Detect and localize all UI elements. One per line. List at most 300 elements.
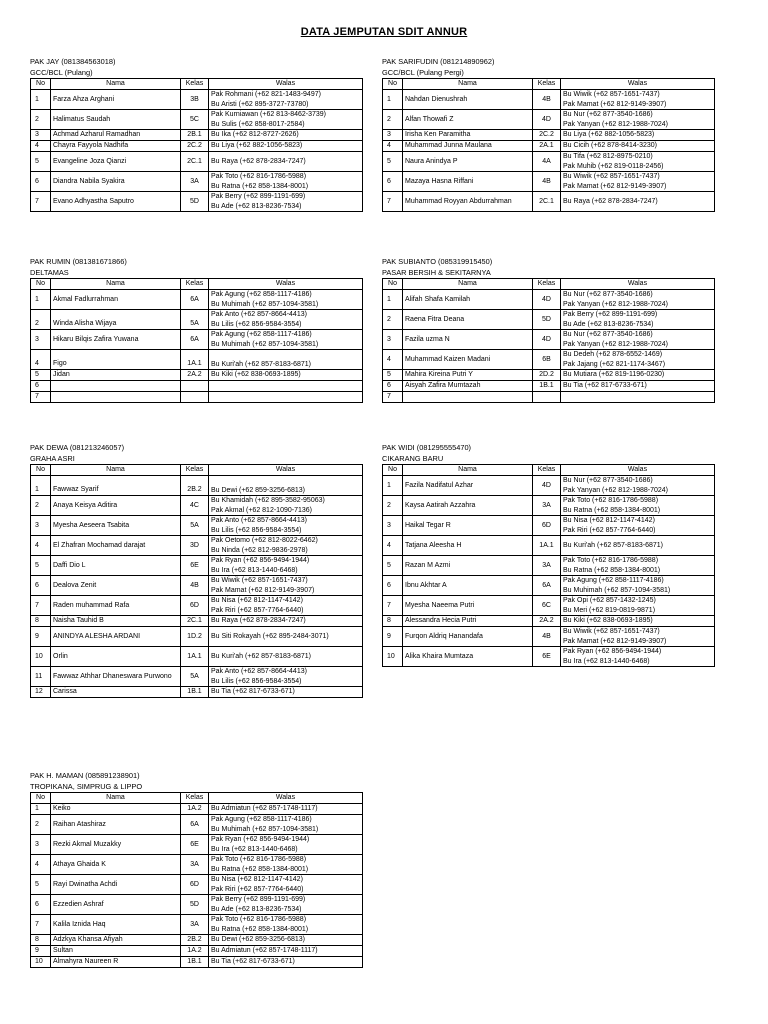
driver-name: PAK RUMIN (081381671866) [30, 257, 127, 266]
teacher-contact: Bu Dewi (+62 859-3256-6813) [211, 486, 305, 494]
teacher-contact: Pak Mamat (+62 812-9149-3907) [563, 100, 667, 108]
row-number: 10 [31, 647, 51, 667]
student-name: Rayi Dwinatha Achdi [51, 875, 181, 895]
table-header-row [383, 79, 715, 90]
student-name: Muhammad Royyan Abdurrahman [403, 192, 533, 212]
table-row [383, 627, 715, 647]
homeroom-teachers [561, 381, 715, 392]
teacher-contact: Pak Jajang (+62 821-1174-3467) [563, 360, 666, 368]
student-name: Evangeline Joza Qianzi [51, 152, 181, 172]
group-pak-subianto [382, 256, 714, 403]
teacher-contact: Pak Yanyan (+62 812-1988-7024) [563, 120, 669, 128]
student-name: Rezki Akmal Muzakky [51, 835, 181, 855]
student-class: 4B [533, 90, 561, 110]
student-name: Haikal Tegar R [403, 516, 533, 536]
teacher-contact: Bu Wiwik (+62 857-1651-7437) [563, 628, 660, 635]
table-row [383, 172, 715, 192]
student-name: Muhammad Kaizen Madani [403, 350, 533, 370]
row-number: 10 [31, 957, 51, 968]
student-class: 6A [181, 815, 209, 835]
header-nama: Nama [51, 79, 181, 90]
homeroom-teachers [209, 330, 363, 350]
student-class [181, 381, 209, 392]
student-class: 3A [181, 915, 209, 935]
homeroom-teachers [561, 192, 715, 212]
table-row [31, 152, 363, 172]
teacher-contact: Bu Wiwik (+62 857-1651-7437) [211, 577, 308, 584]
student-name: Raihan Atashiraz [51, 815, 181, 835]
teacher-contact: Bu Tifa (+62 812-8975-0210) [563, 153, 653, 160]
teacher-contact: Bu Raya (+62 878-2834-7247) [211, 157, 306, 165]
teacher-contact: Bu Muhimah (+62 857-1094-3581) [211, 340, 319, 348]
student-class: 2B.2 [181, 935, 209, 946]
teacher-contact: Pak Agung (+62 858-1117-4186) [211, 291, 312, 298]
pickup-table [382, 78, 715, 212]
teacher-contact: Pak Agung (+62 858-1117-4186) [563, 577, 664, 584]
row-number: 3 [31, 516, 51, 536]
homeroom-teachers [209, 935, 363, 946]
teacher-contact: Pak Riri (+62 857-7764-6440) [563, 526, 656, 534]
student-name: Dealova Zenit [51, 576, 181, 596]
teacher-contact: Bu Ratna (+62 858-1384-8001) [563, 566, 661, 574]
teacher-contact: Bu Nisa (+62 812-1147-4142) [211, 597, 303, 604]
table-row [383, 496, 715, 516]
header-kelas: Kelas [533, 279, 561, 290]
table-header-row [31, 465, 363, 476]
row-number: 4 [383, 350, 403, 370]
row-number: 7 [383, 596, 403, 616]
row-number: 10 [383, 647, 403, 667]
teacher-contact: Bu Ratna (+62 858-1384-8001) [211, 865, 309, 873]
header-walas: Walas [561, 79, 715, 90]
driver-name: PAK H. MAMAN (085891238901) [30, 771, 140, 780]
homeroom-teachers [209, 350, 363, 370]
teacher-contact: Bu Nur (+62 877-3540-1686) [563, 477, 653, 484]
table-row [31, 915, 363, 935]
row-number: 8 [31, 935, 51, 946]
row-number: 4 [31, 350, 51, 370]
header-no: No [31, 279, 51, 290]
student-class: 6C [533, 596, 561, 616]
homeroom-teachers [561, 90, 715, 110]
homeroom-teachers [561, 596, 715, 616]
homeroom-teachers [561, 627, 715, 647]
table-row [31, 290, 363, 310]
header-kelas: Kelas [181, 279, 209, 290]
student-class: 1A.2 [181, 804, 209, 815]
teacher-contact: Pak Berry (+62 899-1191-699) [211, 896, 306, 903]
row-number: 5 [31, 875, 51, 895]
student-class: 3A [533, 556, 561, 576]
student-name: Naura Anindya P [403, 152, 533, 172]
teacher-contact: Bu Muhimah (+62 857-1094-3581) [211, 300, 319, 308]
table-row [31, 310, 363, 330]
table-row [383, 392, 715, 403]
student-name: Nahdan Dienushrah [403, 90, 533, 110]
student-name: ANINDYA ALESHA ARDANI [51, 627, 181, 647]
teacher-contact: Bu Dewi (+62 859-3256-6813) [211, 936, 305, 944]
row-number: 7 [31, 596, 51, 616]
teacher-contact: Bu Aristi (+62 895-3727-73780) [211, 100, 309, 108]
student-class: 2C.1 [533, 192, 561, 212]
student-name: Evano Adhyastha Saputro [51, 192, 181, 212]
student-name: Keiko [51, 804, 181, 815]
table-row [383, 290, 715, 310]
homeroom-teachers [209, 110, 363, 130]
teacher-contact: Bu Raya (+62 878-2834-7247) [563, 197, 658, 205]
student-class: 5D [181, 192, 209, 212]
homeroom-teachers [209, 687, 363, 698]
table-row [31, 855, 363, 875]
group-pak-dewa [30, 442, 362, 698]
table-row [31, 370, 363, 381]
group-pak-h-maman [30, 770, 362, 968]
group-pak-sarifudin [382, 56, 714, 212]
teacher-contact: Bu Wiwik (+62 857-1651-7437) [563, 173, 660, 180]
teacher-contact: Bu Kuri'ah (+62 857-8183-6871) [211, 652, 311, 660]
student-class: 6D [533, 516, 561, 536]
student-class [533, 392, 561, 403]
table-header-row [31, 793, 363, 804]
table-row [383, 647, 715, 667]
student-name: Mazaya Hasna Riffani [403, 172, 533, 192]
homeroom-teachers [561, 647, 715, 667]
homeroom-teachers [561, 290, 715, 310]
homeroom-teachers [209, 290, 363, 310]
row-number: 5 [31, 556, 51, 576]
student-class: 1B.1 [181, 957, 209, 968]
student-class: 6A [181, 290, 209, 310]
teacher-contact: Bu Admiatun (+62 857-1748-1117) [211, 947, 318, 955]
header-nama: Nama [403, 465, 533, 476]
row-number: 1 [31, 90, 51, 110]
table-row [31, 647, 363, 667]
student-class: 6E [533, 647, 561, 667]
homeroom-teachers [561, 536, 715, 556]
teacher-contact: Pak Berry (+62 899-1191-699) [211, 193, 306, 200]
table-row [383, 90, 715, 110]
student-class: 5D [181, 895, 209, 915]
teacher-contact: Pak Mamat (+62 812-9149-3907) [211, 586, 315, 594]
student-class: 2C.2 [181, 141, 209, 152]
teacher-contact: Pak Ryan (+62 856-9494-1944) [563, 648, 662, 655]
homeroom-teachers [209, 915, 363, 935]
student-name: Orlin [51, 647, 181, 667]
student-name: Muhammad Junna Maulana [403, 141, 533, 152]
table-row [383, 576, 715, 596]
teacher-contact: Bu Ade (+62 813-8236-7534) [563, 320, 654, 328]
student-class: 3B [181, 90, 209, 110]
teacher-contact: Pak Toto (+62 816-1786-5988) [211, 173, 307, 180]
teacher-contact: Bu Ira (+62 813-1440-6468) [563, 657, 650, 665]
table-row [31, 130, 363, 141]
student-class: 3A [181, 172, 209, 192]
pickup-table [30, 78, 363, 212]
student-name: El Zhafran Mochamad darajat [51, 536, 181, 556]
table-row [31, 875, 363, 895]
teacher-contact: Bu Meri (+62 819-0819-9871) [563, 606, 656, 614]
student-name: Mahira Kireina Putri Y [403, 370, 533, 381]
student-class: 4B [181, 576, 209, 596]
header-no: No [31, 79, 51, 90]
student-name: Alika Khaira Mumtaza [403, 647, 533, 667]
table-row [31, 616, 363, 627]
teacher-contact: Pak Anto (+62 857-8664-4413) [211, 668, 307, 675]
teacher-contact: Bu Ika (+62 812-8727-2626) [211, 131, 299, 139]
teacher-contact: Pak Riri (+62 857-7764-6440) [211, 606, 304, 614]
teacher-contact: Bu Siti Rokayah (+62 895-2484-3071) [211, 632, 329, 640]
student-class: 6E [181, 835, 209, 855]
group-pak-widi [382, 442, 714, 667]
teacher-contact: Bu Nur (+62 877-3540-1686) [563, 331, 653, 338]
student-name: Fazila Nadifatul Azhar [403, 476, 533, 496]
student-name: Carissa [51, 687, 181, 698]
student-name: Razan M Azmi [403, 556, 533, 576]
header-no: No [383, 465, 403, 476]
student-class: 3D [181, 536, 209, 556]
homeroom-teachers [561, 476, 715, 496]
student-class: 2C.1 [181, 152, 209, 172]
student-class: 1A.2 [181, 946, 209, 957]
row-number: 1 [383, 476, 403, 496]
homeroom-teachers [561, 141, 715, 152]
student-name: Alfan Thowafi Z [403, 110, 533, 130]
teacher-contact: Bu Tia (+62 817-6733-671) [211, 958, 295, 966]
student-class: 2D.2 [533, 370, 561, 381]
student-name: Ezzedien Ashraf [51, 895, 181, 915]
student-class: 2A.2 [533, 616, 561, 627]
teacher-contact: Bu Ninda (+62 812-9836-2978) [211, 546, 308, 554]
row-number: 7 [31, 192, 51, 212]
header-walas: Walas [561, 465, 715, 476]
teacher-contact: Pak Rohmani (+62 821-1483-9497) [211, 91, 321, 98]
row-number: 2 [31, 815, 51, 835]
homeroom-teachers [209, 815, 363, 835]
teacher-contact: Bu Tia (+62 817-6733-671) [211, 688, 295, 696]
teacher-contact: Bu Ratna (+62 858-1384-8001) [563, 506, 661, 514]
teacher-contact: Bu Lilis (+62 856-9584-3554) [211, 320, 302, 328]
table-row [31, 627, 363, 647]
row-number: 5 [383, 370, 403, 381]
teacher-contact: Bu Ade (+62 813-8236-7534) [211, 202, 302, 210]
row-number: 4 [31, 141, 51, 152]
homeroom-teachers [209, 370, 363, 381]
header-nama: Nama [403, 279, 533, 290]
student-name: Aisyah Zafira Mumtazah [403, 381, 533, 392]
teacher-contact: Pak Berry (+62 899-1191-699) [563, 311, 658, 318]
header-kelas: Kelas [181, 793, 209, 804]
student-name: Adzkya Khansa Afiyah [51, 935, 181, 946]
row-number: 1 [383, 90, 403, 110]
student-class: 2C.1 [181, 616, 209, 627]
student-class: 4C [181, 496, 209, 516]
table-row [383, 310, 715, 330]
student-name [51, 392, 181, 403]
teacher-contact: Bu Ira (+62 813-1440-6468) [211, 845, 298, 853]
table-row [31, 596, 363, 616]
homeroom-teachers [209, 392, 363, 403]
teacher-contact: Bu Kiki (+62 838-0693-1895) [211, 371, 301, 379]
table-row [31, 496, 363, 516]
table-row [31, 804, 363, 815]
teacher-contact: Pak Ryan (+62 856-9494-1944) [211, 557, 310, 564]
table-row [31, 476, 363, 496]
student-class: 2A.2 [181, 370, 209, 381]
homeroom-teachers [209, 875, 363, 895]
table-row [31, 192, 363, 212]
row-number: 7 [31, 915, 51, 935]
driver-name: PAK JAY (081384563018) [30, 57, 116, 66]
student-name: Akmal Fadlurrahman [51, 290, 181, 310]
teacher-contact: Bu Muhimah (+62 857-1094-3581) [211, 825, 319, 833]
student-name: Fazila uzma N [403, 330, 533, 350]
pickup-area: CIKARANG BARU [382, 454, 444, 463]
header-no: No [383, 279, 403, 290]
teacher-contact: Bu Mutiara (+62 819-1196-0230) [563, 371, 665, 379]
homeroom-teachers [209, 804, 363, 815]
teacher-contact: Bu Raya (+62 878-2834-7247) [211, 617, 306, 625]
teacher-contact: Bu Sulis (+62 858-8017-2584) [211, 120, 305, 128]
table-header-row [383, 465, 715, 476]
student-class: 6A [181, 330, 209, 350]
table-row [383, 476, 715, 496]
row-number: 7 [383, 392, 403, 403]
row-number: 9 [383, 627, 403, 647]
student-name: Almahyra Naureen R [51, 957, 181, 968]
row-number: 5 [383, 556, 403, 576]
homeroom-teachers [209, 496, 363, 516]
homeroom-teachers [209, 667, 363, 687]
teacher-contact: Bu Admiatun (+62 857-1748-1117) [211, 805, 318, 813]
teacher-contact: Pak Toto (+62 816-1786-5988) [563, 497, 659, 504]
student-class: 6D [181, 875, 209, 895]
row-number: 2 [383, 496, 403, 516]
teacher-contact: Pak Toto (+62 816-1786-5988) [563, 557, 659, 564]
student-class: 1A.1 [181, 647, 209, 667]
teacher-contact: Bu Nur (+62 877-3540-1686) [563, 111, 653, 118]
teacher-contact: Bu Cicih (+62 878-8414-3230) [563, 142, 657, 150]
teacher-contact: Bu Kuri'ah (+62 857-8183-6871) [211, 360, 311, 368]
table-row [383, 130, 715, 141]
homeroom-teachers [209, 516, 363, 536]
header-nama: Nama [51, 793, 181, 804]
homeroom-teachers [561, 556, 715, 576]
row-number: 6 [31, 381, 51, 392]
homeroom-teachers [209, 576, 363, 596]
student-name: Diandra Nabila Syakira [51, 172, 181, 192]
student-class: 5C [181, 110, 209, 130]
row-number: 4 [31, 855, 51, 875]
homeroom-teachers [209, 957, 363, 968]
pickup-area: PASAR BERSIH & SEKITARNYA [382, 268, 491, 277]
row-number: 1 [383, 290, 403, 310]
student-name: Fawwaz Athhar Dhaneswara Purwono [51, 667, 181, 687]
row-number: 2 [383, 310, 403, 330]
teacher-contact: Pak Anto (+62 857-8664-4413) [211, 517, 307, 524]
driver-name: PAK WIDI (081295555470) [382, 443, 472, 452]
table-row [31, 350, 363, 370]
table-row [383, 110, 715, 130]
teacher-contact: Pak Yanyan (+62 812-1988-7024) [563, 486, 669, 494]
table-row [31, 946, 363, 957]
pickup-area: GCC/BCL (Pulang) [30, 68, 93, 77]
student-class: 2C.2 [533, 130, 561, 141]
teacher-contact: Bu Ade (+62 813-8236-7534) [211, 905, 302, 913]
table-row [383, 556, 715, 576]
teacher-contact: Pak Ryan (+62 856-9494-1944) [211, 836, 310, 843]
student-class: 6E [181, 556, 209, 576]
table-row [383, 141, 715, 152]
homeroom-teachers [561, 496, 715, 516]
student-name: Alessandra Hecia Putri [403, 616, 533, 627]
homeroom-teachers [561, 152, 715, 172]
student-name: Halimatus Saudah [51, 110, 181, 130]
row-number: 2 [31, 310, 51, 330]
student-class: 4B [533, 627, 561, 647]
student-name: Ibnu Akhtar A [403, 576, 533, 596]
homeroom-teachers [561, 616, 715, 627]
row-number: 8 [383, 616, 403, 627]
homeroom-teachers [209, 476, 363, 496]
header-nama: Nama [51, 279, 181, 290]
header-kelas: Kelas [533, 79, 561, 90]
row-number: 6 [31, 576, 51, 596]
teacher-contact: Pak Anto (+62 857-8664-4413) [211, 311, 307, 318]
group-pak-jay [30, 56, 362, 212]
header-kelas: Kelas [181, 465, 209, 476]
student-name: Alifah Shafa Kamilah [403, 290, 533, 310]
pickup-table [382, 464, 715, 667]
teacher-contact: Pak Agung (+62 858-1117-4186) [211, 816, 312, 823]
homeroom-teachers [209, 596, 363, 616]
teacher-contact: Bu Ratna (+62 858-1384-8001) [211, 182, 309, 190]
homeroom-teachers [561, 172, 715, 192]
teacher-contact: Bu Kiki (+62 838-0693-1895) [563, 617, 653, 625]
table-row [31, 576, 363, 596]
teacher-contact: Bu Liya (+62 882-1056-5823) [211, 142, 303, 150]
student-name: Fawwaz Syarif [51, 476, 181, 496]
document-title: DATA JEMPUTAN SDIT ANNUR [300, 26, 468, 38]
table-row [383, 152, 715, 172]
teacher-contact: Pak Opi (+62 857-1432-1245) [563, 597, 656, 604]
header-walas: Walas [209, 279, 363, 290]
homeroom-teachers [561, 516, 715, 536]
student-class: 4D [533, 476, 561, 496]
teacher-contact: Bu Nisa (+62 812-1147-4142) [211, 876, 303, 883]
row-number: 3 [383, 130, 403, 141]
row-number: 3 [383, 330, 403, 350]
pickup-area: TROPIKANA, SIMPRUG & LIPPO [30, 782, 143, 791]
row-number: 4 [383, 536, 403, 556]
table-row [31, 141, 363, 152]
homeroom-teachers [209, 647, 363, 667]
pickup-area: GCC/BCL (Pulang Pergi) [382, 68, 464, 77]
homeroom-teachers [561, 110, 715, 130]
row-number: 2 [383, 110, 403, 130]
teacher-contact: Bu Nur (+62 877-3540-1686) [563, 291, 653, 298]
homeroom-teachers [209, 895, 363, 915]
teacher-contact: Bu Tia (+62 817-6733-671) [563, 382, 647, 390]
student-name: Winda Alisha Wijaya [51, 310, 181, 330]
student-name: Myesha Naeema Putri [403, 596, 533, 616]
homeroom-teachers [209, 90, 363, 110]
student-class: 1A.1 [533, 536, 561, 556]
table-row [31, 895, 363, 915]
homeroom-teachers [561, 330, 715, 350]
student-class: 3A [181, 855, 209, 875]
table-row [31, 392, 363, 403]
student-name: Jidan [51, 370, 181, 381]
